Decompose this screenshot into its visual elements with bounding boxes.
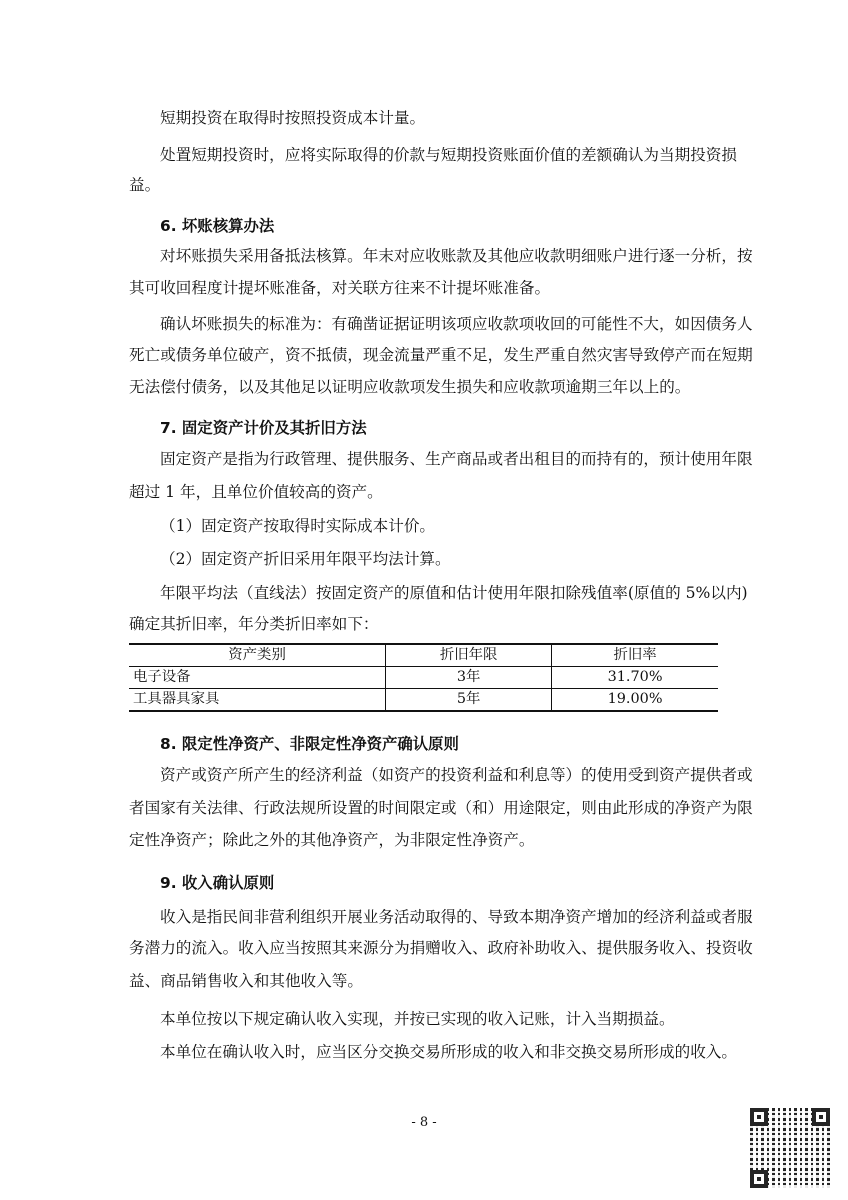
- paragraph: 务潜力的流入。收入应当按照其来源分为捐赠收入、政府补助收入、提供服务收入、投资收: [129, 939, 753, 957]
- table-cell: 31.70%: [552, 667, 718, 689]
- qr-finder-icon: [750, 1170, 768, 1188]
- paragraph: （1）固定资产按取得时实际成本计价。: [160, 517, 436, 535]
- table-cell: 5年: [386, 689, 552, 712]
- section-heading: 7. 固定资产计价及其折旧方法: [160, 419, 367, 437]
- section-heading: 6. 坏账核算办法: [160, 217, 275, 235]
- paragraph: 超过 1 年，且单位价值较高的资产。: [129, 483, 383, 501]
- paragraph: 定性净资产；除此之外的其他净资产，为非限定性净资产。: [129, 831, 535, 849]
- paragraph: 短期投资在取得时按照投资成本计量。: [160, 109, 426, 127]
- paragraph: 本单位按以下规定确认收入实现，并按已实现的收入记账，计入当期损益。: [160, 1010, 675, 1028]
- table-header-cell: 资产类别: [129, 644, 386, 667]
- table-header-cell: 折旧率: [552, 644, 718, 667]
- paragraph: 固定资产是指为行政管理、提供服务、生产商品或者出租目的而持有的，预计使用年限: [160, 450, 753, 468]
- paragraph: 处置短期投资时，应将实际取得的价款与短期投资账面价值的差额确认为当期投资损: [160, 146, 737, 164]
- paragraph: （2）固定资产折旧采用年限平均法计算。: [160, 550, 451, 568]
- paragraph: 益。: [129, 176, 161, 194]
- paragraph: 益、商品销售收入和其他收入等。: [129, 972, 363, 990]
- table-header-row: [129, 644, 718, 667]
- table-cell: 19.00%: [607, 691, 663, 707]
- page-number: - 8 -: [411, 1115, 437, 1130]
- paragraph: 确定其折旧率，年分类折旧率如下：: [129, 615, 379, 633]
- paragraph: 本单位在确认收入时，应当区分交换交易所形成的收入和非交换交易所形成的收入。: [160, 1043, 737, 1061]
- paragraph: 其可收回程度计提坏账准备，对关联方往来不计提坏账准备。: [129, 279, 551, 297]
- section-heading: 9. 收入确认原则: [160, 874, 275, 892]
- paragraph: 者国家有关法律、行政法规所设置的时间限定或（和）用途限定，则由此形成的净资产为限: [129, 799, 753, 817]
- paragraph: 年限平均法（直线法）按固定资产的原值和估计使用年限扣除残值率(原值的 5%以内): [160, 584, 748, 602]
- paragraph: 对坏账损失采用备抵法核算。年末对应收账款及其他应收款明细账户进行逐一分析，按: [160, 247, 753, 265]
- table-row: [129, 689, 718, 712]
- table-cell: 电子设备: [129, 667, 386, 689]
- qr-finder-icon: [812, 1108, 830, 1126]
- section-heading: 8. 限定性净资产、非限定性净资产确认原则: [160, 735, 459, 753]
- table-cell: 工具器具家具: [129, 689, 386, 712]
- paragraph: 无法偿付债务，以及其他足以证明应收款项发生损失和应收款项逾期三年以上的。: [129, 378, 691, 396]
- paragraph: 资产或资产所产生的经济利益（如资产的投资利益和利息等）的使用受到资产提供者或: [160, 766, 753, 784]
- qr-finder-icon: [750, 1108, 768, 1126]
- table-cell: 3年: [386, 667, 552, 689]
- table-row: [129, 667, 718, 689]
- paragraph: 收入是指民间非营利组织开展业务活动取得的、导致本期净资产增加的经济利益或者服: [160, 908, 753, 926]
- qr-code-icon: [750, 1108, 830, 1188]
- table-header-cell: 折旧年限: [386, 644, 552, 667]
- depreciation-table: [129, 643, 718, 712]
- paragraph: 死亡或债务单位破产，资不抵债，现金流量严重不足，发生严重自然灾害导致停产而在短期: [129, 346, 753, 364]
- paragraph: 确认坏账损失的标准为：有确凿证据证明该项应收款项收回的可能性不大，如因债务人: [160, 315, 753, 333]
